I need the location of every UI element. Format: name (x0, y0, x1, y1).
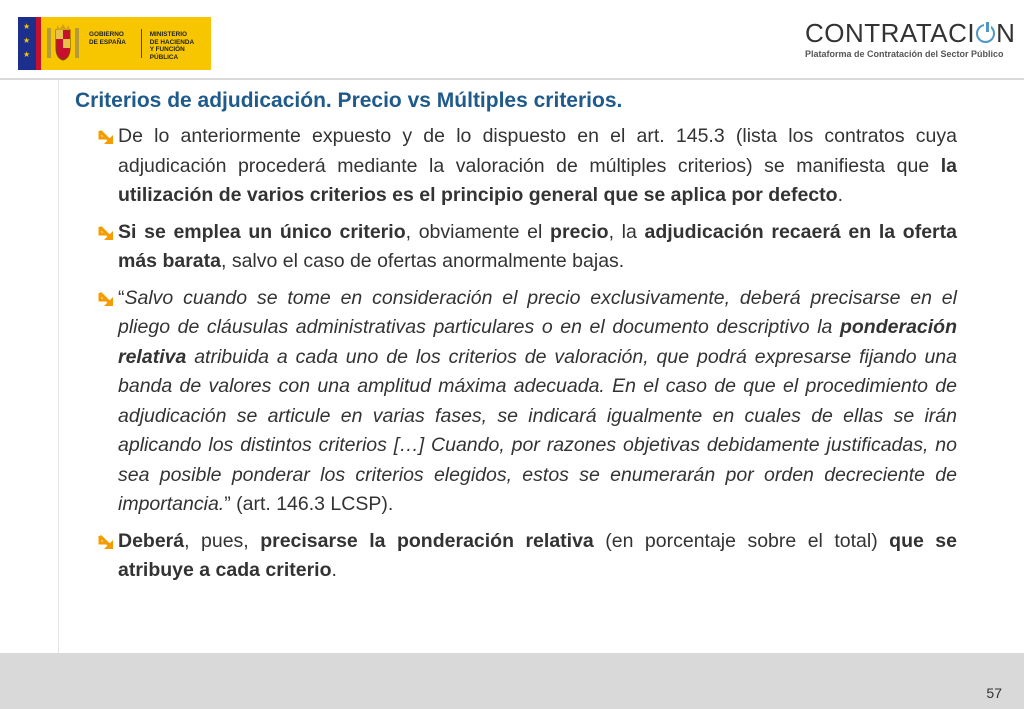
bullet-item (97, 122, 957, 211)
arrow-down-right-icon (98, 534, 115, 551)
bullet-text-segment: , pues, (184, 529, 261, 552)
gobierno-text: GOBIERNO DE ESPAÑA (89, 31, 126, 46)
bullet-text-segment: adjudicación recaerá en la oferta más barata (118, 220, 957, 272)
bullet-list (97, 122, 957, 593)
bullet-text-segment: Deberá (118, 529, 185, 552)
bullet-text-segment: atribuida a cada uno de los criterios de valoración, que podrá expresarse fijando una banda de valores con una amplitud máxima adecuada. En el caso de que el procedimiento de adjudicación se articule en varias fases, se indicará igualmente en cuales de ellas se irán aplicando los distintos criterios […] Cuando, por razones objetivas debidamente justificadas, no sea posible ponderar los criterios elegidos, estos se enumerarán por orden decreciente de importancia. (118, 345, 957, 515)
bullet-text-segment: , salvo el caso de ofertas anormalmente bajas. (220, 250, 625, 272)
brand-wordmark: CONTRATACI N (805, 18, 1016, 48)
bullet-text-segment: precio (550, 220, 609, 243)
page-number: 57 (986, 685, 1002, 701)
arrow-down-right-icon (98, 291, 115, 308)
bullet-text-segment: Si se emplea un único criterio (118, 220, 406, 243)
bullet-item (97, 218, 957, 277)
footer-band (0, 653, 1024, 709)
bullet-text-segment: Salvo cuando se tome en consideración el precio exclusivamente, deberá precisarse en el pliego de cláusulas administrativas particulares o en el documento descriptivo la (118, 286, 957, 338)
brand-subtitle: Plataforma de Contratación del Sector Público (805, 49, 1004, 59)
slide-title: Criterios de adjudicación. Precio vs Múltiples criterios. (75, 89, 623, 112)
bullet-text-segment: la utilización de varios criterios es el principio general que se aplica por defecto (118, 154, 957, 206)
power-ring-icon (976, 24, 995, 43)
contratacion-brand-logo (805, 18, 1015, 68)
bullet-text-segment: que se atribuye a cada criterio (118, 529, 958, 581)
bullet-text-segment: . (837, 184, 843, 206)
header-divider (0, 78, 1024, 80)
bullet-text-segment: ” (art. 146.3 LCSP). (224, 493, 394, 515)
arrow-down-right-icon (98, 129, 115, 146)
bullet-text-segment: De lo anteriormente expuesto y de lo dispuesto en el art. 145.3 (lista los contratos cuya adjudicación procederá mediante la valoración de múltiples criterios) se manifiesta que (118, 125, 957, 177)
coat-of-arms-icon (41, 17, 85, 70)
ministerio-text: MINISTERIO DE HACIENDA Y FUNCIÓN PÚBLICA (149, 31, 195, 61)
bullet-item (97, 527, 957, 586)
arrow-down-right-icon (98, 225, 115, 242)
bullet-text-segment: “ (118, 286, 125, 309)
bullet-text-segment: precisarse la ponderación relativa (260, 529, 594, 552)
bullet-text-segment: , la (608, 220, 645, 243)
gobierno-de-espana-logo (18, 17, 211, 70)
bullet-item (97, 284, 957, 520)
eu-flag-strip: ★ ★ ★ (18, 17, 36, 70)
bullet-text-segment: . (331, 559, 337, 581)
left-margin-divider (58, 80, 59, 654)
bullet-text-segment: (en porcentaje sobre el total) (593, 529, 890, 552)
bullet-text-segment: ponderación relativa (118, 316, 957, 368)
bullet-text-segment: , obviamente el (405, 220, 551, 243)
logo-separator (141, 29, 142, 58)
